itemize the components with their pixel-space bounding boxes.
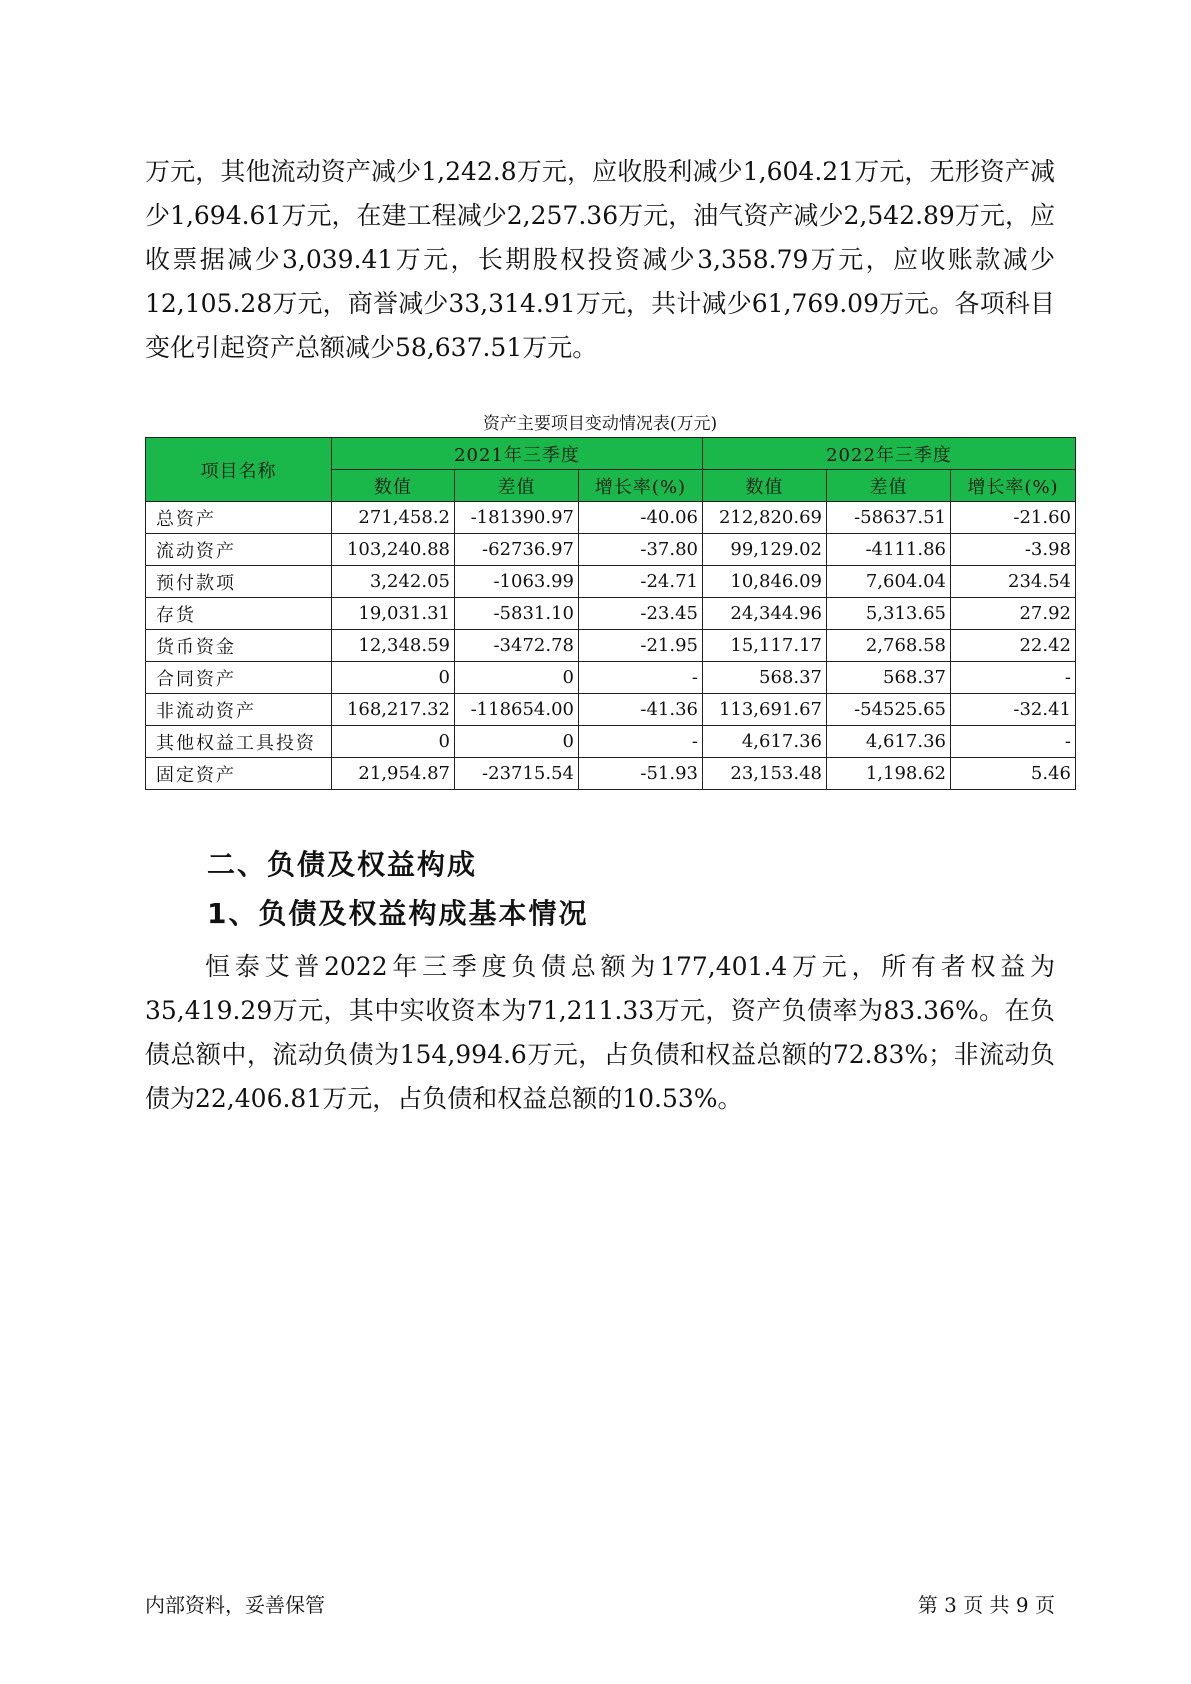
header-rate-2022: 增长率(%) bbox=[951, 470, 1076, 502]
header-diff-2022: 差值 bbox=[827, 470, 951, 502]
cell-diff-2021: 0 bbox=[455, 662, 579, 694]
header-value-2021: 数值 bbox=[332, 470, 455, 502]
cell-rate-2021: - bbox=[579, 662, 703, 694]
subsection-heading: 1、负债及权益构成基本情况 bbox=[207, 897, 589, 930]
cell-value-2021: 12,348.59 bbox=[332, 630, 455, 662]
body-paragraph-liabilities: 恒泰艾普2022年三季度负债总额为177,401.4万元，所有者权益为35,419.29万元，其中实收资本为71,211.33万元，资产负债率为83.36%。在负债总额中，流动负债为154,994.6万元，占负债和权益总额的72.83%；非流动负债为22,406.81万元，占负债和权益总额的10.53%。 bbox=[145, 952, 1055, 1113]
cell-value-2021: 0 bbox=[332, 726, 455, 758]
cell-value-2022: 212,820.69 bbox=[703, 502, 827, 534]
row-item-name: 其他权益工具投资 bbox=[146, 726, 332, 758]
table-row bbox=[146, 534, 1076, 566]
cell-value-2021: 271,458.2 bbox=[332, 502, 455, 534]
header-item-name: 项目名称 bbox=[146, 438, 332, 502]
section-heading: 二、负债及权益构成 bbox=[207, 848, 478, 881]
cell-diff-2022: 7,604.04 bbox=[827, 566, 951, 598]
cell-diff-2021: -5831.10 bbox=[455, 598, 579, 630]
table-header-row bbox=[146, 438, 1076, 470]
cell-value-2022: 113,691.67 bbox=[703, 694, 827, 726]
header-diff-2021: 差值 bbox=[455, 470, 579, 502]
cell-diff-2021: -118654.00 bbox=[455, 694, 579, 726]
cell-diff-2022: -4111.86 bbox=[827, 534, 951, 566]
cell-value-2022: 568.37 bbox=[703, 662, 827, 694]
cell-rate-2021: -40.06 bbox=[579, 502, 703, 534]
asset-change-table bbox=[145, 437, 1076, 790]
cell-rate-2022: 234.54 bbox=[951, 566, 1076, 598]
header-period-2021: 2021年三季度 bbox=[332, 438, 703, 470]
cell-diff-2021: -62736.97 bbox=[455, 534, 579, 566]
cell-value-2021: 19,031.31 bbox=[332, 598, 455, 630]
cell-diff-2021: -1063.99 bbox=[455, 566, 579, 598]
row-item-name: 总资产 bbox=[146, 502, 332, 534]
cell-value-2022: 15,117.17 bbox=[703, 630, 827, 662]
cell-diff-2022: 2,768.58 bbox=[827, 630, 951, 662]
cell-rate-2021: -23.45 bbox=[579, 598, 703, 630]
cell-value-2021: 0 bbox=[332, 662, 455, 694]
table-row bbox=[146, 502, 1076, 534]
row-item-name: 非流动资产 bbox=[146, 694, 332, 726]
cell-rate-2022: -21.60 bbox=[951, 502, 1076, 534]
body-paragraph-assets: 万元，其他流动资产减少1,242.8万元，应收股利减少1,604.21万元，无形资产减少1,694.61万元，在建工程减少2,257.36万元，油气资产减少2,542.89万元，应收票据减少3,039.41万元，长期股权投资减少3,358.79万元，应收账款减少12,105.28万元，商誉减少33,314.91万元，共计减少61,769.09万元。各项科目变化引起资产总额减少58,637.51万元。 bbox=[145, 157, 1055, 362]
table-row bbox=[146, 630, 1076, 662]
cell-rate-2021: -51.93 bbox=[579, 758, 703, 790]
row-item-name: 存货 bbox=[146, 598, 332, 630]
cell-value-2022: 24,344.96 bbox=[703, 598, 827, 630]
cell-diff-2022: 5,313.65 bbox=[827, 598, 951, 630]
cell-rate-2022: - bbox=[951, 726, 1076, 758]
cell-value-2021: 103,240.88 bbox=[332, 534, 455, 566]
header-rate-2021: 增长率(%) bbox=[579, 470, 703, 502]
cell-diff-2022: 4,617.36 bbox=[827, 726, 951, 758]
table-body bbox=[146, 502, 1076, 790]
table-row bbox=[146, 662, 1076, 694]
row-item-name: 流动资产 bbox=[146, 534, 332, 566]
cell-value-2021: 3,242.05 bbox=[332, 566, 455, 598]
row-item-name: 固定资产 bbox=[146, 758, 332, 790]
table-row bbox=[146, 758, 1076, 790]
cell-diff-2021: -181390.97 bbox=[455, 502, 579, 534]
cell-rate-2022: 5.46 bbox=[951, 758, 1076, 790]
cell-value-2022: 23,153.48 bbox=[703, 758, 827, 790]
table-row bbox=[146, 726, 1076, 758]
cell-value-2021: 168,217.32 bbox=[332, 694, 455, 726]
cell-rate-2022: - bbox=[951, 662, 1076, 694]
cell-rate-2022: -32.41 bbox=[951, 694, 1076, 726]
cell-value-2022: 99,129.02 bbox=[703, 534, 827, 566]
cell-value-2022: 10,846.09 bbox=[703, 566, 827, 598]
cell-rate-2021: -37.80 bbox=[579, 534, 703, 566]
cell-rate-2022: 27.92 bbox=[951, 598, 1076, 630]
cell-value-2022: 4,617.36 bbox=[703, 726, 827, 758]
header-value-2022: 数值 bbox=[703, 470, 827, 502]
table-row bbox=[146, 598, 1076, 630]
cell-rate-2021: - bbox=[579, 726, 703, 758]
cell-diff-2021: -3472.78 bbox=[455, 630, 579, 662]
cell-rate-2021: -41.36 bbox=[579, 694, 703, 726]
cell-rate-2021: -24.71 bbox=[579, 566, 703, 598]
table-caption: 资产主要项目变动情况表(万元) bbox=[482, 414, 718, 434]
cell-rate-2021: -21.95 bbox=[579, 630, 703, 662]
table-row bbox=[146, 694, 1076, 726]
cell-rate-2022: 22.42 bbox=[951, 630, 1076, 662]
cell-diff-2022: -58637.51 bbox=[827, 502, 951, 534]
cell-diff-2021: -23715.54 bbox=[455, 758, 579, 790]
row-item-name: 合同资产 bbox=[146, 662, 332, 694]
cell-diff-2022: -54525.65 bbox=[827, 694, 951, 726]
cell-diff-2022: 1,198.62 bbox=[827, 758, 951, 790]
row-item-name: 预付款项 bbox=[146, 566, 332, 598]
footer-confidential-note: 内部资料，妥善保管 bbox=[145, 1593, 325, 1617]
header-period-2022: 2022年三季度 bbox=[703, 438, 1076, 470]
cell-rate-2022: -3.98 bbox=[951, 534, 1076, 566]
cell-value-2021: 21,954.87 bbox=[332, 758, 455, 790]
footer-page-number: 第 3 页 共 9 页 bbox=[917, 1593, 1055, 1617]
cell-diff-2021: 0 bbox=[455, 726, 579, 758]
table-row bbox=[146, 566, 1076, 598]
row-item-name: 货币资金 bbox=[146, 630, 332, 662]
cell-diff-2022: 568.37 bbox=[827, 662, 951, 694]
